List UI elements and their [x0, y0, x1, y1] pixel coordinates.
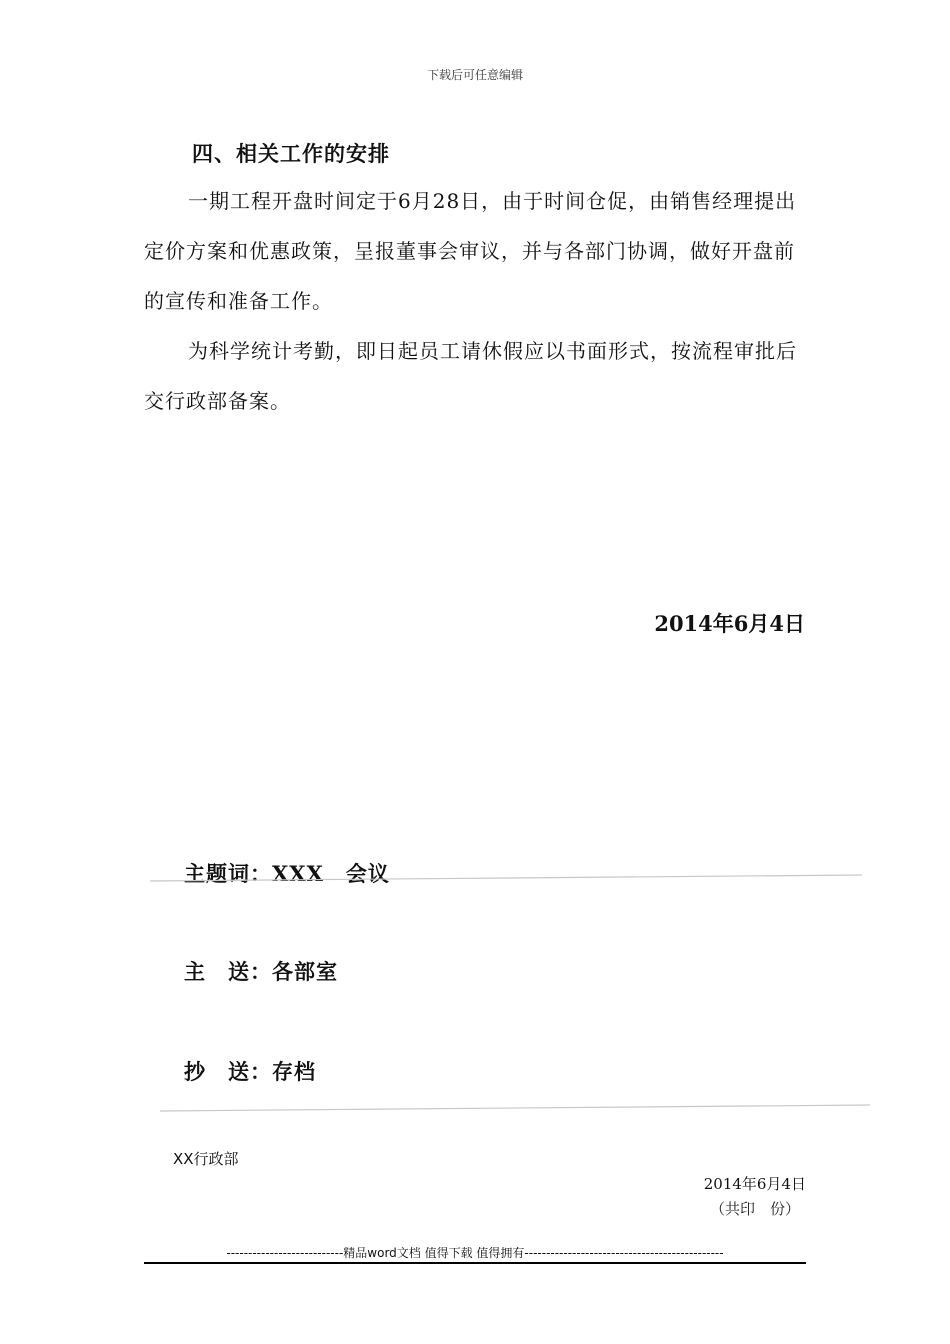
- footer-note: ---------------------------精品word文档 值得下载 值得拥有----------------------------------------------: [226, 1246, 724, 1260]
- paragraph-opening-arrangement: [144, 176, 804, 326]
- copy-to-line: 抄 送：存档: [184, 1059, 316, 1084]
- issue-date: 2014年6月4日: [703, 1175, 806, 1193]
- keywords-line: 主题词：XXX 会议: [184, 861, 390, 886]
- header-note: 下载后可任意编辑: [426, 68, 523, 82]
- divider-line-bottom: [160, 1100, 870, 1114]
- paragraph-text: 一期工程开盘时间定于6月28日，由于时间仓促，由销售经理提出定价方案和优惠政策，呈报董事会审议，并与各部门协调，做好开盘前的宣传和准备工作。: [144, 189, 797, 313]
- paragraph-attendance: [144, 326, 804, 426]
- send-to-line: 主 送：各部室: [184, 959, 338, 984]
- issuing-department: XX行政部: [173, 1150, 239, 1168]
- divider-line-top: [150, 872, 862, 886]
- copies-count: （共印 份）: [709, 1200, 800, 1218]
- footer-rule: [144, 1262, 806, 1264]
- signature-date: 2014年6月4日: [654, 611, 805, 636]
- section-title: 四、相关工作的安排: [192, 141, 390, 166]
- paragraph-text: 为科学统计考勤，即日起员工请休假应以书面形式，按流程审批后交行政部备案。: [144, 339, 797, 413]
